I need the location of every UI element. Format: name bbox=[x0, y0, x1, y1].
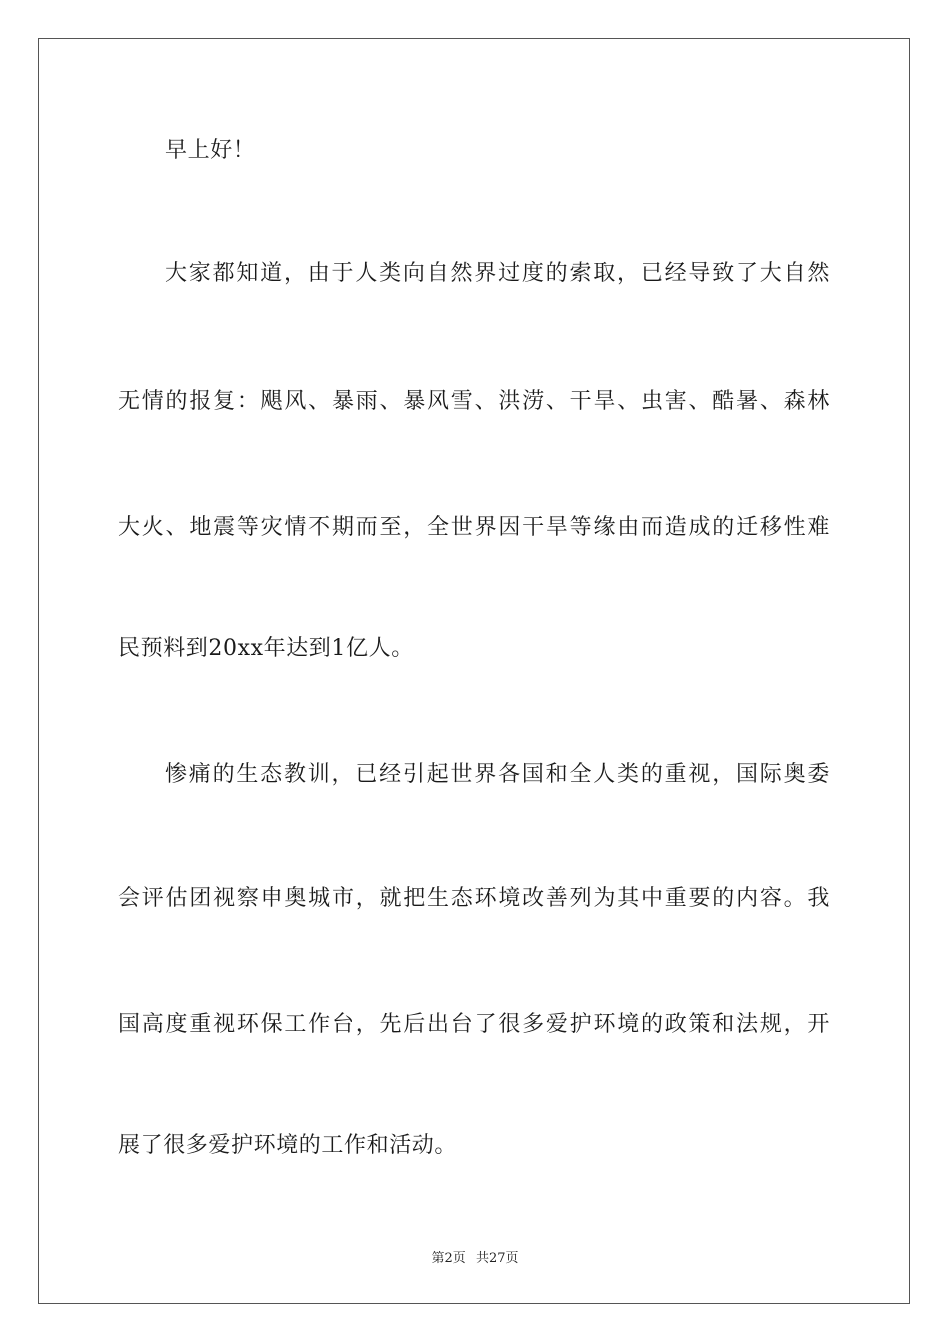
greeting-line: 早上好！ bbox=[165, 138, 256, 163]
paragraph-2-line-3: 国高度重视环保工作台，先后出台了很多爱护环境的政策和法规，开 bbox=[118, 1012, 830, 1037]
page-footer bbox=[0, 1247, 950, 1266]
paragraph-2-line-2: 会评估团视察申奥城市，就把生态环境改善列为其中重要的内容。我 bbox=[118, 886, 830, 911]
page-border bbox=[38, 38, 910, 1304]
paragraph-2-line-1: 惨痛的生态教训，已经引起世界各国和全人类的重视，国际奥委 bbox=[165, 762, 830, 787]
paragraph-1-line-1: 大家都知道，由于人类向自然界过度的索取，已经导致了大自然 bbox=[165, 261, 830, 286]
paragraph-1-line-2: 无情的报复：飓风、暴雨、暴风雪、洪涝、干旱、虫害、酷暑、森林 bbox=[118, 389, 830, 414]
page-total: 共27页 bbox=[475, 1251, 519, 1266]
paragraph-2-line-4: 展了很多爱护环境的工作和活动。 bbox=[118, 1133, 458, 1158]
paragraph-1-line-4: 民预料到20xx年达到1亿人。 bbox=[118, 636, 414, 661]
page-number: 第2页 bbox=[431, 1251, 466, 1266]
paragraph-1-line-3: 大火、地震等灾情不期而至，全世界因干旱等缘由而造成的迁移性难 bbox=[118, 515, 830, 540]
